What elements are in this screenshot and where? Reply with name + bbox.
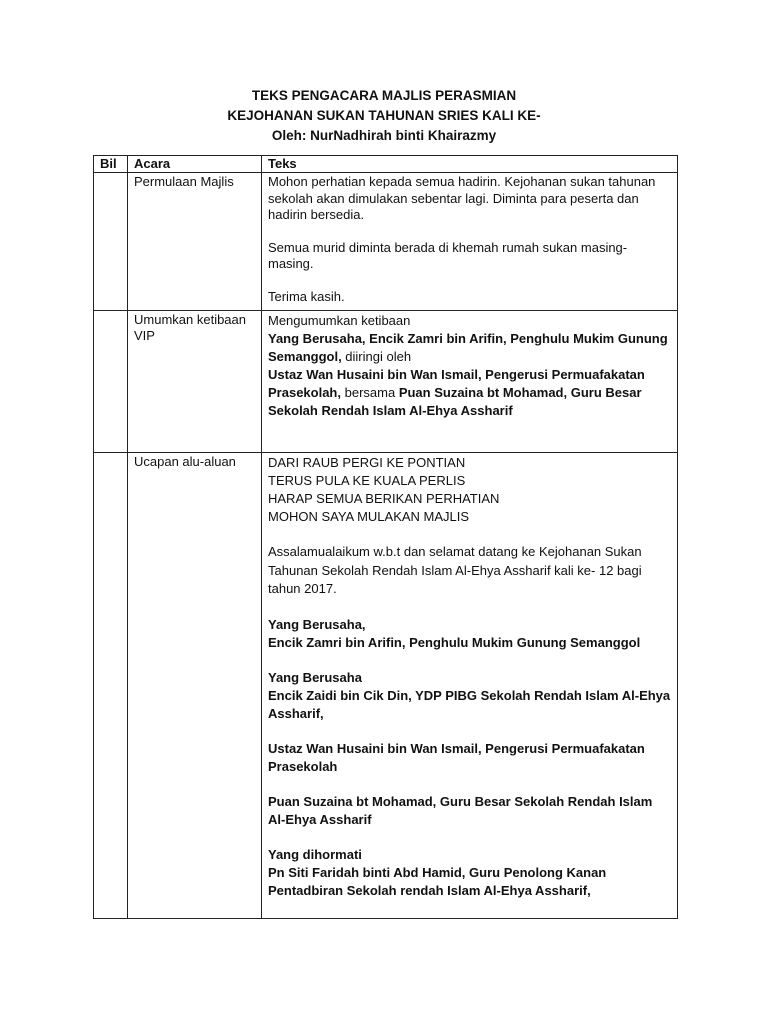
document-author: Oleh: NurNadhirah binti Khairazmy bbox=[271, 128, 497, 143]
teks-cell bbox=[262, 453, 678, 919]
acara-cell: Umumkan ketibaan VIP bbox=[128, 311, 262, 453]
bold-text: Ustaz Wan Husaini bin Wan Ismail, Pengerusi Permuafakatan Prasekolah, bbox=[268, 367, 645, 400]
header-acara: Acara bbox=[128, 156, 262, 173]
pantun bbox=[268, 454, 671, 526]
guest-line: Pn Siti Faridah binti Abd Hamid, Guru Penolong Kanan Pentadbiran Sekolah rendah Islam Al-Ehya Assharif, bbox=[268, 864, 607, 898]
header-teks: Teks bbox=[262, 156, 678, 173]
paragraph bbox=[268, 330, 671, 366]
plain-text: diiringi oleh bbox=[341, 349, 412, 364]
table-header-row bbox=[94, 156, 678, 173]
program-table bbox=[93, 155, 678, 919]
table-row bbox=[94, 453, 678, 919]
document-header bbox=[0, 86, 768, 146]
acara-cell: Ucapan alu-aluan bbox=[128, 453, 262, 919]
plain-text: bersama bbox=[341, 385, 399, 400]
document-subtitle: KEJOHANAN SUKAN TAHUNAN SRIES KALI KE- bbox=[227, 108, 541, 123]
teks-cell bbox=[262, 173, 678, 311]
paragraph: Mengumumkan ketibaan bbox=[268, 313, 411, 328]
guest-block bbox=[268, 669, 671, 723]
pantun-line: HARAP SEMUA BERIKAN PERHATIAN bbox=[268, 491, 500, 506]
guest-line: Encik Zaidi bin Cik Din, YDP PIBG Sekolah Rendah Islam Al-Ehya Assharif, bbox=[268, 687, 671, 721]
bil-cell bbox=[94, 311, 128, 453]
acara-cell: Permulaan Majlis bbox=[128, 173, 262, 311]
bil-cell bbox=[94, 173, 128, 311]
paragraph: Terima kasih. bbox=[268, 288, 345, 304]
guest-line: Puan Suzaina bt Mohamad, Guru Besar Sekolah Rendah Islam Al-Ehya Assharif bbox=[268, 793, 653, 827]
guest-block bbox=[268, 740, 671, 776]
table-row bbox=[94, 173, 678, 311]
bold-text: Puan Suzaina bt Mohamad, Guru Besar Sekolah Rendah Islam Al-Ehya Assharif bbox=[268, 385, 642, 418]
guest-line: Ustaz Wan Husaini bin Wan Ismail, Pengerusi Permuafakatan Prasekolah bbox=[268, 740, 645, 774]
guest-line: Yang Berusaha, bbox=[268, 616, 366, 632]
teks-cell bbox=[262, 311, 678, 453]
guest-line: Yang dihormati bbox=[268, 846, 362, 862]
guest-line: Yang Berusaha bbox=[268, 669, 362, 685]
guest-line: Encik Zamri bin Arifin, Penghulu Mukim Gunung Semanggol bbox=[268, 634, 641, 650]
paragraph: Assalamualaikum w.b.t dan selamat datang ke Kejohanan Sukan Tahunan Sekolah Rendah Islam Al-Ehya Assharif kali ke- 12 bagi tahun 2017. bbox=[268, 544, 642, 596]
table-row bbox=[94, 311, 678, 453]
paragraph bbox=[268, 366, 671, 420]
guest-block bbox=[268, 846, 671, 900]
paragraph: Mohon perhatian kepada semua hadirin. Kejohanan sukan tahunan sekolah akan dimulakan sebentar lagi. Diminta para peserta dan hadirin bersedia. bbox=[268, 174, 656, 222]
paragraph: Semua murid diminta berada di khemah rumah sukan masing-masing. bbox=[268, 239, 628, 271]
header-bil: Bil bbox=[94, 156, 128, 173]
pantun-line: TERUS PULA KE KUALA PERLIS bbox=[268, 473, 466, 488]
guest-block bbox=[268, 793, 671, 829]
pantun-line: DARI RAUB PERGI KE PONTIAN bbox=[268, 455, 466, 470]
pantun-line: MOHON SAYA MULAKAN MAJLIS bbox=[268, 509, 470, 524]
bil-cell bbox=[94, 453, 128, 919]
guest-block bbox=[268, 616, 671, 652]
document-title: TEKS PENGACARA MAJLIS PERASMIAN bbox=[251, 88, 517, 103]
bold-text: Yang Berusaha, Encik Zamri bin Arifin, Penghulu Mukim Gunung Semanggol, bbox=[268, 331, 668, 364]
